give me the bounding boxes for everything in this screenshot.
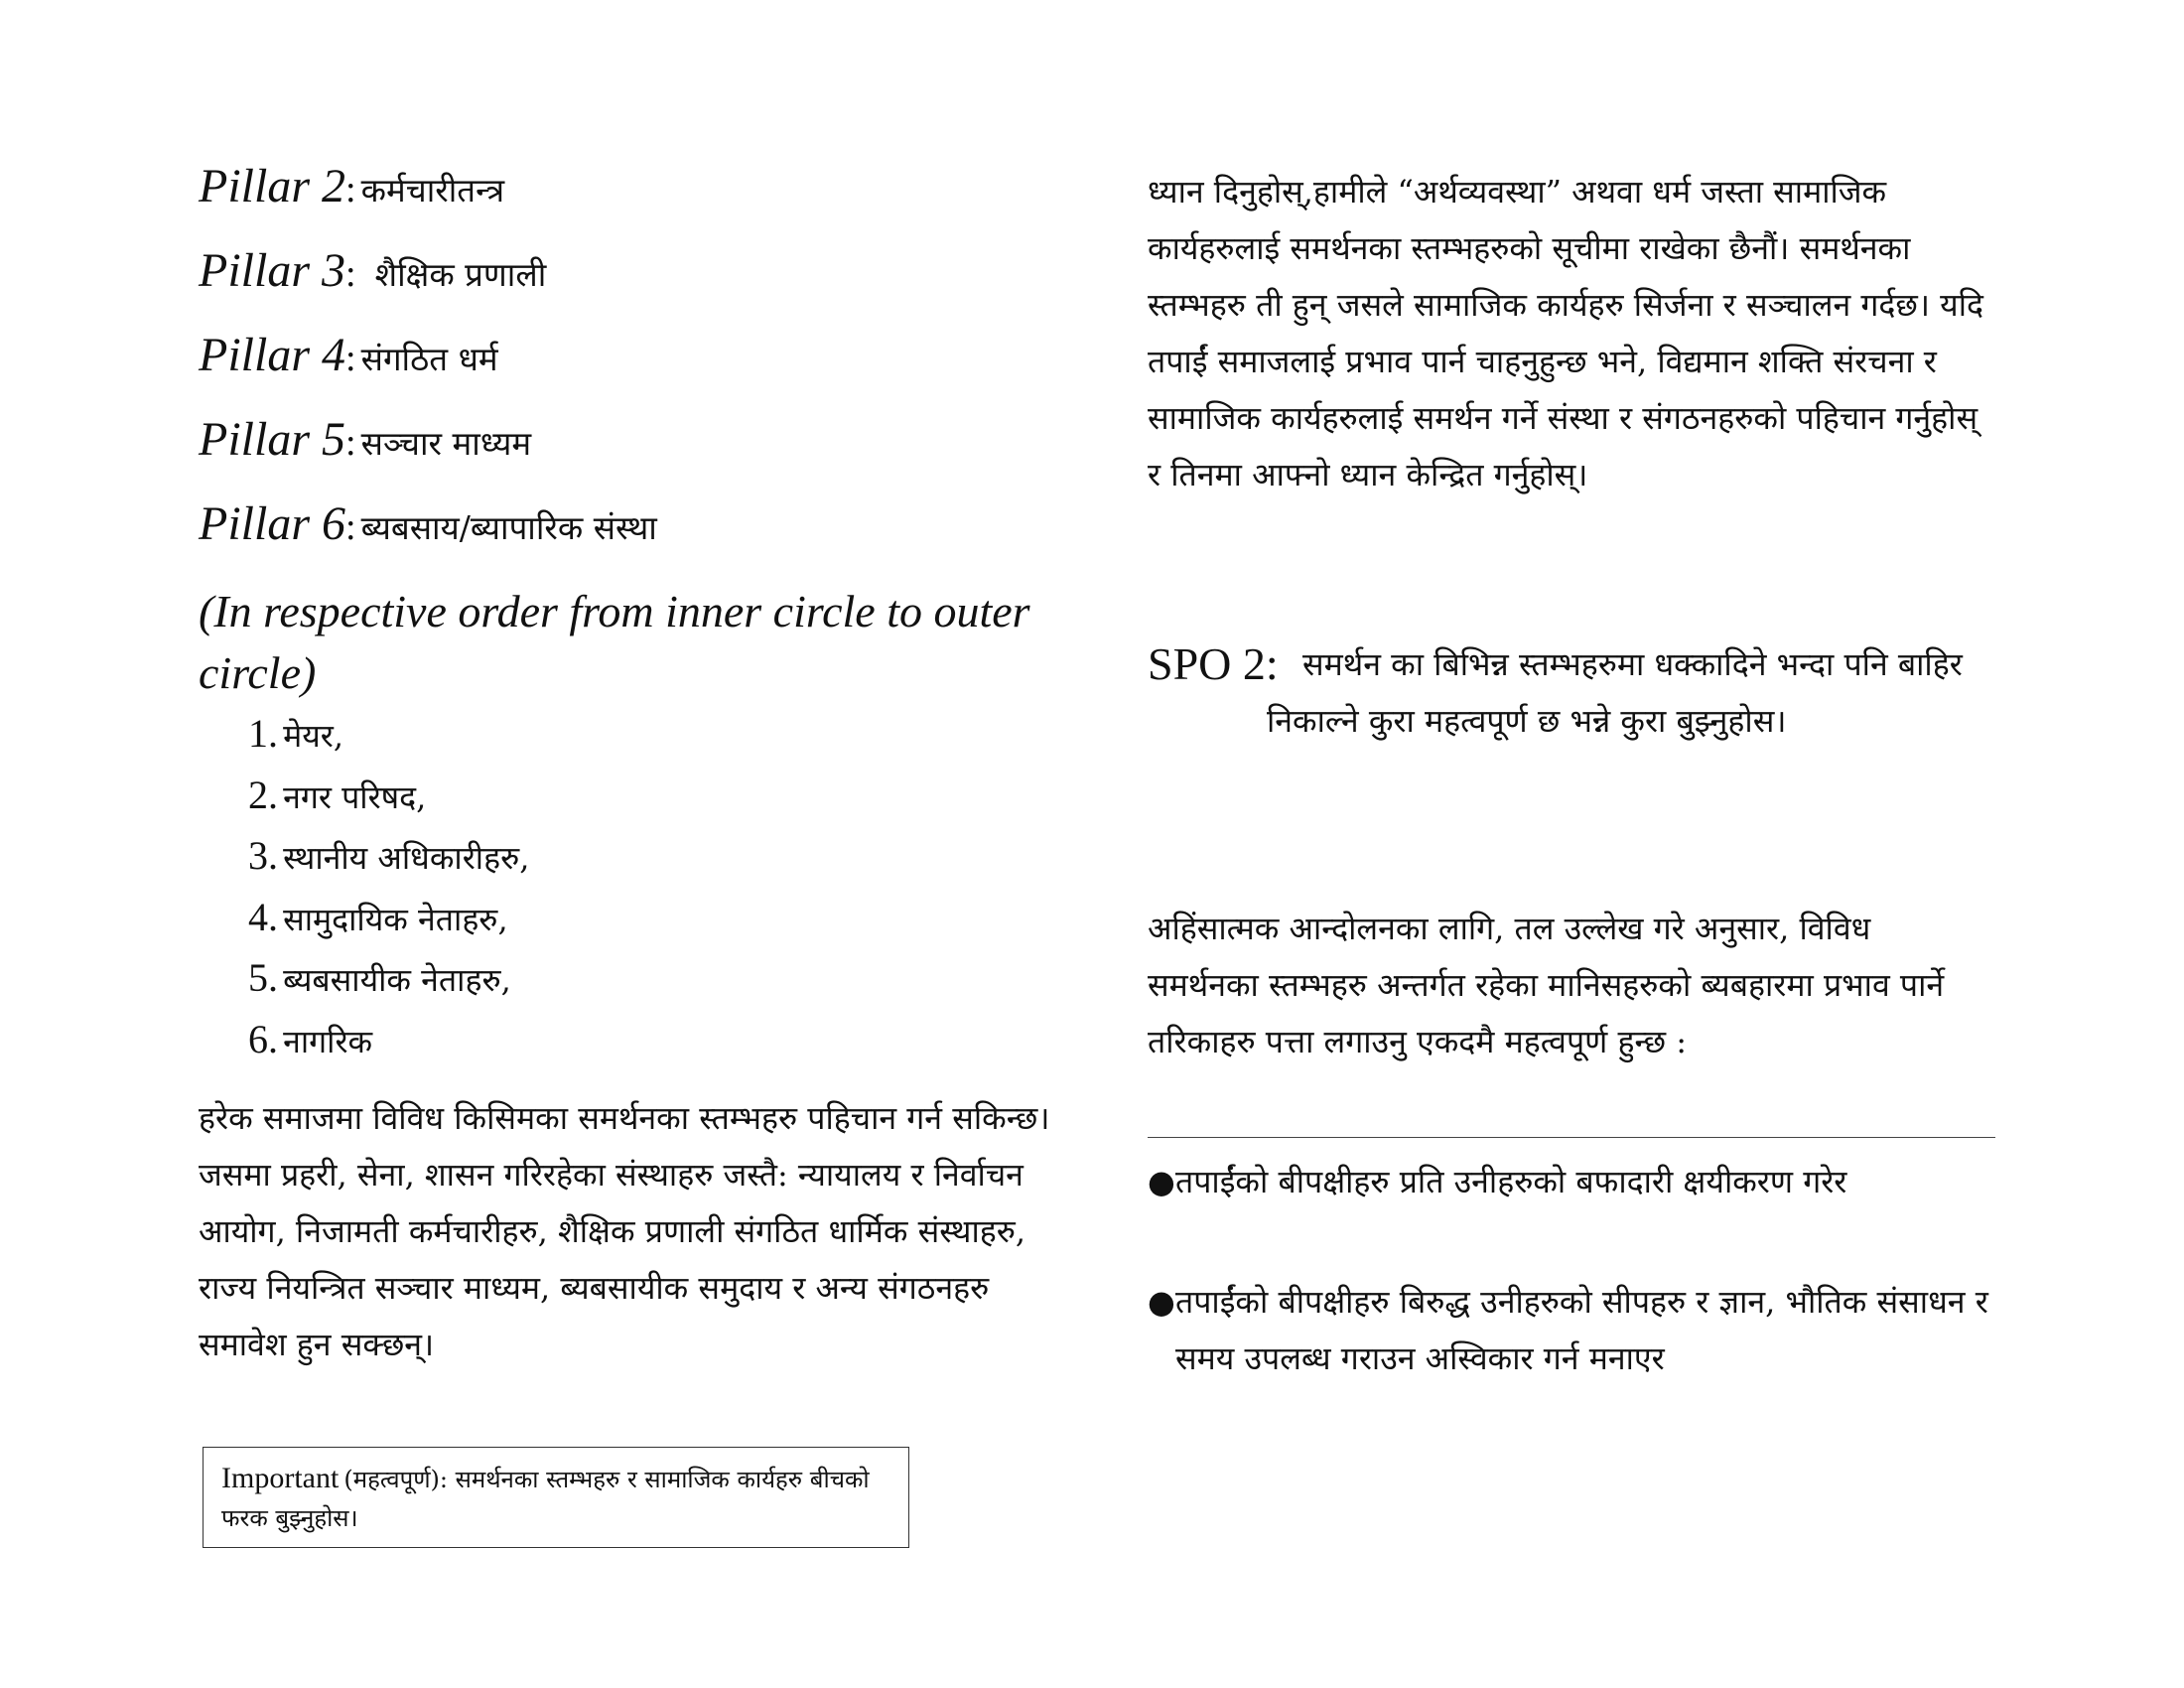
order-note: (In respective order from inner circle to outer circle) [199,586,1030,698]
list-text: सामुदायिक नेताहरु, [283,900,508,938]
pillar-text: कर्मचारीतन्त्र [360,171,505,210]
horizontal-divider [1148,1137,1995,1138]
list-number: 4. [248,894,278,939]
important-label: Important [221,1462,340,1494]
pillar-separator: : [345,338,356,379]
list-item [248,894,529,955]
pillar-text: संगठित धर्म [360,340,498,378]
pillar-6-heading [199,496,657,551]
pillar-separator: : [345,169,356,211]
list-item [248,772,529,833]
bullet-item [1148,1154,1991,1210]
bullet-dot-icon: ● [1148,1283,1175,1321]
pillar-label: Pillar 5 [199,413,346,466]
pillar-label: Pillar 2 [199,160,346,212]
bullet-text: तपाईंको बीपक्षीहरु प्रति उनीहरुको बफादारी क्षयीकरण गरेर [1175,1163,1847,1200]
pillar-label: Pillar 6 [199,497,346,550]
pillar-separator: : [345,422,356,464]
spo-label: SPO 2: [1148,638,1279,689]
pillar-text: सञ्चार माध्यम [360,424,532,463]
pillar-label: Pillar 3 [199,244,346,297]
list-item [248,1016,529,1077]
list-number: 1. [248,711,278,756]
attention-paragraph: ध्यान दिनुहोस्,हामीले “अर्थव्यवस्था” अथवा धर्म जस्ता सामाजिक कार्यहरुलाई समर्थनका स्तम्भहरुको सूचीमा राखेका छैनौं। समर्थनका स्तम्भहरु ती हुन् जसले सामाजिक कार्यहरु सिर्जना र सञ्चालन गर्दछ। यदि तपाईं समाजलाई प्रभाव पार्न चाहनुहुन्छ भने, विद्यमान शक्ति संरचना र सामाजिक कार्यहरुलाई समर्थन गर्ने संस्था र संगठनहरुको पहिचान गर्नुहोस् र तिनमा आफ्नो ध्यान केन्द्रित गर्नुहोस्। [1148,173,1983,493]
bullet-item [1148,1274,1991,1387]
pillar-4-heading [199,328,498,382]
list-item [248,710,529,772]
bullet-dot-icon: ● [1148,1163,1175,1200]
pillar-label: Pillar 4 [199,329,346,381]
pillars-of-support-paragraph: हरेक समाजमा विविध किसिमका समर्थनका स्तम्भहरु पहिचान गर्न सकिन्छ। जसमा प्रहरी, सेना, शासन गरिरहेका संस्थाहरु जस्तै: न्यायालय र निर्वाचन आयोग, निजामती कर्मचारीहरु, शैक्षिक प्रणाली संगठित धार्मिक संस्थाहरु, राज्य नियन्त्रित सञ्चार माध्यम, ब्यबसायीक समुदाय र अन्य संगठनहरु समावेश हुन सक्छन्। [199,1099,1050,1363]
pillar-text: ब्यबसाय/ब्यापारिक संस्था [360,508,657,547]
list-number: 2. [248,772,278,817]
list-number: 3. [248,833,278,878]
list-item [248,832,529,894]
pillar-5-heading [199,412,531,467]
nonviolent-movement-paragraph: अहिंसात्मक आन्दोलनका लागि, तल उल्लेख गरे अनुसार, विविध समर्थनका स्तम्भहरु अन्तर्गत रहेका मानिसहरुको ब्यबहारमा प्रभाव पार्ने तरिकाहरु पत्ता लगाउनु एकदमै महत्वपूर्ण हुन्छ : [1148,910,1945,1060]
list-text: मेयर, [283,717,344,755]
list-text: ब्यबसायीक नेताहरु, [283,961,511,999]
important-text: (महत्वपूर्ण): समर्थनका स्तम्भहरु र सामाजिक कार्यहरु बीचको फरक बुझ्नुहोस। [221,1466,870,1532]
pillar-3-heading [199,243,546,298]
list-text: स्थानीय अधिकारीहरु, [283,839,530,877]
pillar-separator: : [345,253,356,295]
pillar-separator: : [345,506,356,548]
important-note-box [203,1447,909,1548]
bullet-text: तपाईंको बीपक्षीहरु बिरुद्ध उनीहरुको सीपहरु र ज्ञान, भौतिक संसाधन र समय उपलब्ध गराउन अस्विकार गर्न मनाएर [1175,1283,1988,1377]
spo-text: समर्थन का बिभिन्न स्तम्भहरुमा धक्कादिने भन्दा पनि बाहिर निकाल्ने कुरा महत्वपूर्ण छ भन्ने कुरा बुझ्नुहोस। [1267,645,1963,740]
pillar-text: शैक्षिक प्रणाली [374,255,547,294]
list-text: नगर परिषद, [283,777,427,816]
list-number: 5. [248,955,278,1000]
numbered-list [248,710,529,1076]
pillar-2-heading [199,159,504,213]
list-number: 6. [248,1016,278,1061]
list-item [248,954,529,1016]
list-text: नागरिक [283,1022,373,1060]
